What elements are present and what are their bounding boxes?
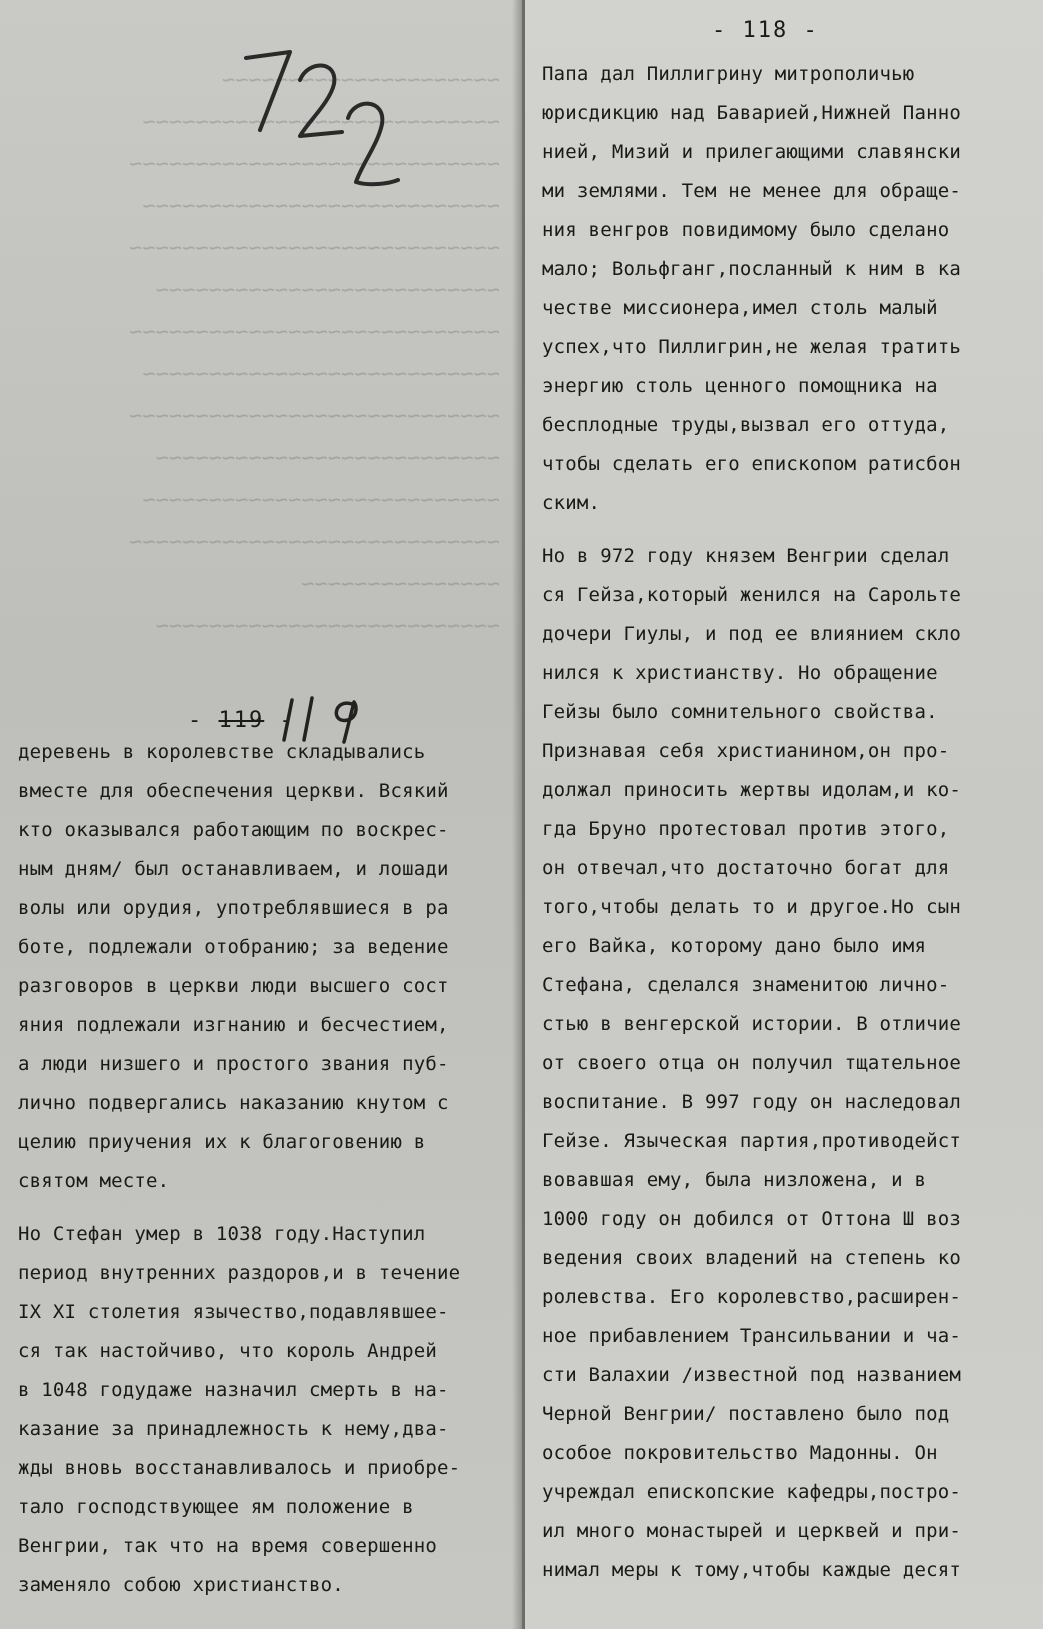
text-line: ным дням/ был останавливаем, и лошади [18,858,449,880]
right-page-text [542,55,1022,1590]
text-line: должал приносить жертвы идолам,и ко- [542,779,962,801]
text-line: гда Бруно протестовал против этого, [542,818,950,840]
text-line: 1000 году он добился от Оттона Ш воз [542,1208,962,1230]
text-line: воспитание. В 997 году он наследовал [542,1091,962,1113]
handwritten-722-mark [238,40,408,210]
text-line: целию приучения их к благоговению в [18,1131,426,1153]
text-line: Стефана, сделался знаменитою лично- [542,974,950,996]
text-line: период внутренних раздоров,и в течение [18,1262,461,1284]
text-line: стью в венгерской истории. В отличие [542,1013,962,1035]
text-line: казание за принадлежность к нему,два- [18,1418,449,1440]
text-line: яния подлежали изгнанию и бесчестием, [18,1014,449,1036]
text-line: сти Валахии /известной под названием [542,1364,962,1386]
paragraph [18,1215,510,1605]
text-line: лично подвергались наказанию кнутом с [18,1092,449,1114]
text-line: ся так настойчиво, что король Андрей [18,1340,438,1362]
text-line: заменяло собою христианство. [18,1574,344,1596]
paragraph [18,733,510,1201]
text-line: Гейзе. Языческая партия,противодейст [542,1130,962,1152]
text-line: вместе для обеспечения церкви. Всякий [18,780,449,802]
text-line: волы или орудия, употреблявшиеся в ра [18,897,449,919]
text-line: Но в 972 году князем Венгрии сделал [542,545,950,567]
text-line: деревень в королевстве складывались [18,741,426,763]
paragraph [542,55,1022,523]
text-line: ским. [542,492,601,514]
text-line: Но Стефан умер в 1038 году.Наступил [18,1223,426,1245]
text-line: учреждал епископские кафедры,постро- [542,1481,962,1503]
text-line: ния венгров повидимому было сделано [542,219,950,241]
text-line: а люди низшего и простого звания пуб- [18,1053,449,1075]
text-line: в 1048 годудаже назначил смерть в на- [18,1379,449,1401]
text-line: того,чтобы делать то и другое.Но сын [542,896,962,918]
text-line: юрисдикцию над Баварией,Нижней Панно [542,102,962,124]
text-line: его Вайка, которому дано было имя [542,935,927,957]
text-line: разговоров в церкви люди высшего сост [18,975,449,997]
text-line: энергию столь ценного помощника на [542,375,938,397]
text-line: Признавая себя христианином,он про- [542,740,950,762]
text-line: нимал меры к тому,чтобы каждые десят [542,1559,962,1581]
text-line: ролевства. Его королевство,расширен- [542,1286,962,1308]
text-line: кто оказывался работающим по воскрес- [18,819,449,841]
text-line: честве миссионера,имел столь малый [542,297,938,319]
left-page-text [18,733,510,1605]
text-line: боте, подлежали отобранию; за ведение [18,936,449,958]
text-line: он отвечал,что достаточно богат для [542,857,950,879]
text-line: жды вновь восстанавливалось и приобре- [18,1457,461,1479]
text-line: Венгрии, так что на время совершенно [18,1535,438,1557]
text-line: ил много монастырей и церквей и при- [542,1520,962,1542]
text-line: Папа дал Пиллигрину митрополичью [542,63,915,85]
text-line: Гейзы было сомнительного свойства. [542,701,938,723]
text-line: особое покровительство Мадонны. Он [542,1442,938,1464]
text-line: чтобы сделать его епископом ратисбон [542,453,962,475]
text-line: от своего отца он получил тщательное [542,1052,962,1074]
text-line: вовавшая ему, была низложена, и в [542,1169,927,1191]
page-number-right: - 118 - [712,18,819,43]
bleed-through-text: ~~~~~~~~~~~~~~~~~~~~~ ~~~~~~~~~~~~~~~~~~~~~~~~~~~ ~~~~~~~~~~~~~~~~~~~~~~~~~~~~ ~~~~~~~~~~~~~~~~~~~~~~~~~~~ ~~~~~~~~~~~~~~~~~~~~~~~~~~~~ ~~~~~~~~~~~~~~~~~~~~~~~~~~ ~~~~~~~~~~~~~~~~~~~~~~~~~~~~ ~~~~~~~~~~~~~~~~~~~~~~~~~~~ ~~~~~~~~~~~~~~~~~~~~~~~~~~~~ ~~~~~~~~~~~~~~~~~~~~~~~~~~ ~~~~~~~~~~~~~~~~~~~~~~~~~~~ ~~~~~~~~~~~~~~~~~~~~~~~~~~~~ ~~~~~~~~~~~~~~~ ~~~~~~~~~~~~~~~~~~~~~~~~~~ [129,68,500,639]
text-line: нией, Мизий и прилегающими славянски [542,141,962,163]
text-line: ведения своих владений на степень ко [542,1247,962,1269]
text-line: ное прибавлением Трансильвании и ча- [542,1325,962,1347]
text-line: дочери Гиулы, и под ее влиянием скло [542,623,962,645]
text-line: нился к христианству. Но обращение [542,662,938,684]
fold-shadow [512,0,522,1629]
struck-page-number: 119 [218,708,265,733]
dash: - [188,708,219,733]
dash: - [264,708,295,733]
text-line: IX XI столетия язычество,подавлявшее- [18,1301,449,1323]
text-line: ми землями. Тем не менее для обраще- [542,180,962,202]
text-line: святом месте. [18,1170,170,1192]
text-line: ся Гейза,который женился на Сарольте [542,584,962,606]
text-line: успех,что Пиллигрин,не желая тратить [542,336,962,358]
text-line: Черной Венгрии/ поставлено было под [542,1403,950,1425]
handwritten-archive-number [238,40,408,210]
text-line: бесплодные труды,вызвал его оттуда, [542,414,950,436]
text-line: мало; Вольфганг,посланный к ним в ка [542,258,962,280]
text-line: тало господствующее ям положение в [18,1496,414,1518]
paragraph [542,537,1022,1590]
